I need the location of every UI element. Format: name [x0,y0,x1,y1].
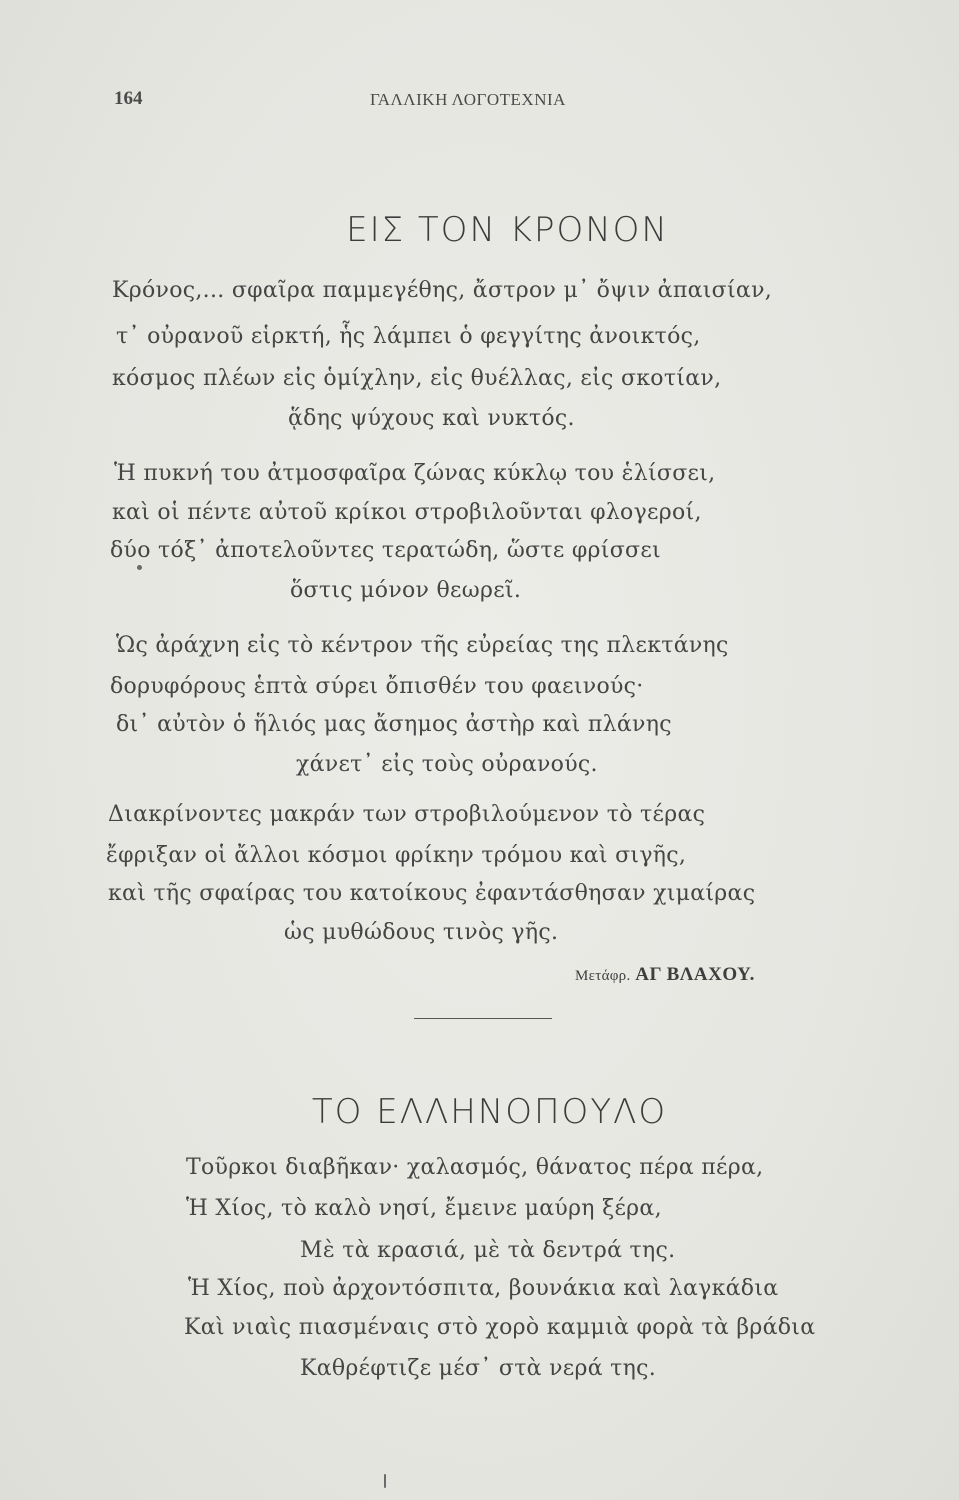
poem-line: Τοῦρκοι διαβῆκαν· χαλασμός, θάνατος πέρα πέρα, [186,1155,764,1180]
translator-prefix: Μετάφρ. [575,968,631,984]
running-title: ΓΑΛΛΙΚΗ ΛΟΓΟΤΕΧΝΙΑ [370,90,566,109]
poem-line: δι᾽ αὐτὸν ὁ ἥλιός μας ἄσημος ἀστὴρ καὶ πλάνης [116,712,672,737]
translator-name: ΑΓ ΒΛΑΧΟΥ. [635,964,755,985]
poem-line: Ἡ Χίος, τὸ καλὸ νησί, ἔμεινε μαύρη ξέρα, [186,1196,662,1221]
poem-line: χάνετ᾽ εἰς τοὺς οὐρανούς. [296,752,598,777]
page-number: 164 [114,88,143,109]
translator-credit [575,964,755,986]
poem-line: καὶ τῆς σφαίρας του κατοίκους ἐφαντάσθησαν χιμαίρας [108,881,756,906]
poem-line: ἔφριξαν οἱ ἄλλοι κόσμοι φρίκην τρόμου καὶ σιγῆς, [106,843,687,868]
poem-line: Μὲ τὰ κρασιά, μὲ τὰ δεντρά της. [300,1238,676,1263]
poem-line: Διακρίνοντες μακράν των στροβιλούμενον τὸ τέρας [108,802,706,827]
poem-line: Ἡ πυκνή του ἀτμοσφαῖρα ζώνας κύκλῳ του ἑλίσσει, [114,461,716,486]
poem-line: Καὶ νιαὶς πιασμέναις στὸ χορὸ καμμιὰ φορὰ τὰ βράδια [184,1315,816,1340]
poem-line: Ἡ Χίος, ποὺ ἀρχοντόσπιτα, βουνάκια καὶ λαγκάδια [188,1276,779,1301]
poem-line: Κρόνος,... σφαῖρα παμμεγέθης, ἄστρον μ᾽ ὄψιν ἀπαισίαν, [112,278,773,303]
scan-speck [137,565,142,570]
poem-title-to-ellinopoulo: ΤΟ ΕΛΛΗΝΟΠΟΥΛΟ [311,1092,668,1132]
poem-line: τ᾽ οὐρανοῦ εἱρκτή, ἧς λάμπει ὁ φεγγίτης ἀνοικτός, [116,324,701,349]
poem-line: Ὡς ἀράχνη εἰς τὸ κέντρον τῆς εὐρείας της πλεκτάνης [116,633,729,658]
section-divider [414,1018,552,1019]
scan-speck [384,1474,386,1488]
poem-line: καὶ οἱ πέντε αὐτοῦ κρίκοι στροβιλοῦνται φλογεροί, [112,500,702,525]
poem-line: δύο τόξ᾽ ἀποτελοῦντες τερατώδη, ὥστε φρίσσει [110,538,661,563]
poem-line: κόσμος πλέων εἰς ὁμίχλην, εἰς θυέλλας, εἰς σκοτίαν, [112,366,722,391]
poem-line: ὡς μυθώδους τινὸς γῆς. [284,920,559,945]
page-header [0,88,959,118]
poem-line: ᾅδης ψύχους καὶ νυκτός. [288,406,575,431]
poem-title-eis-ton-kronon: ΕΙΣ ΤΟΝ ΚΡΟΝΟΝ [346,210,669,250]
poem-line: δορυφόρους ἑπτὰ σύρει ὄπισθέν του φαεινούς· [110,674,644,699]
poem-line: Καθρέφτιζε μέσ᾽ στὰ νερά της. [300,1356,657,1381]
poem-line: ὅστις μόνον θεωρεῖ. [290,578,522,603]
